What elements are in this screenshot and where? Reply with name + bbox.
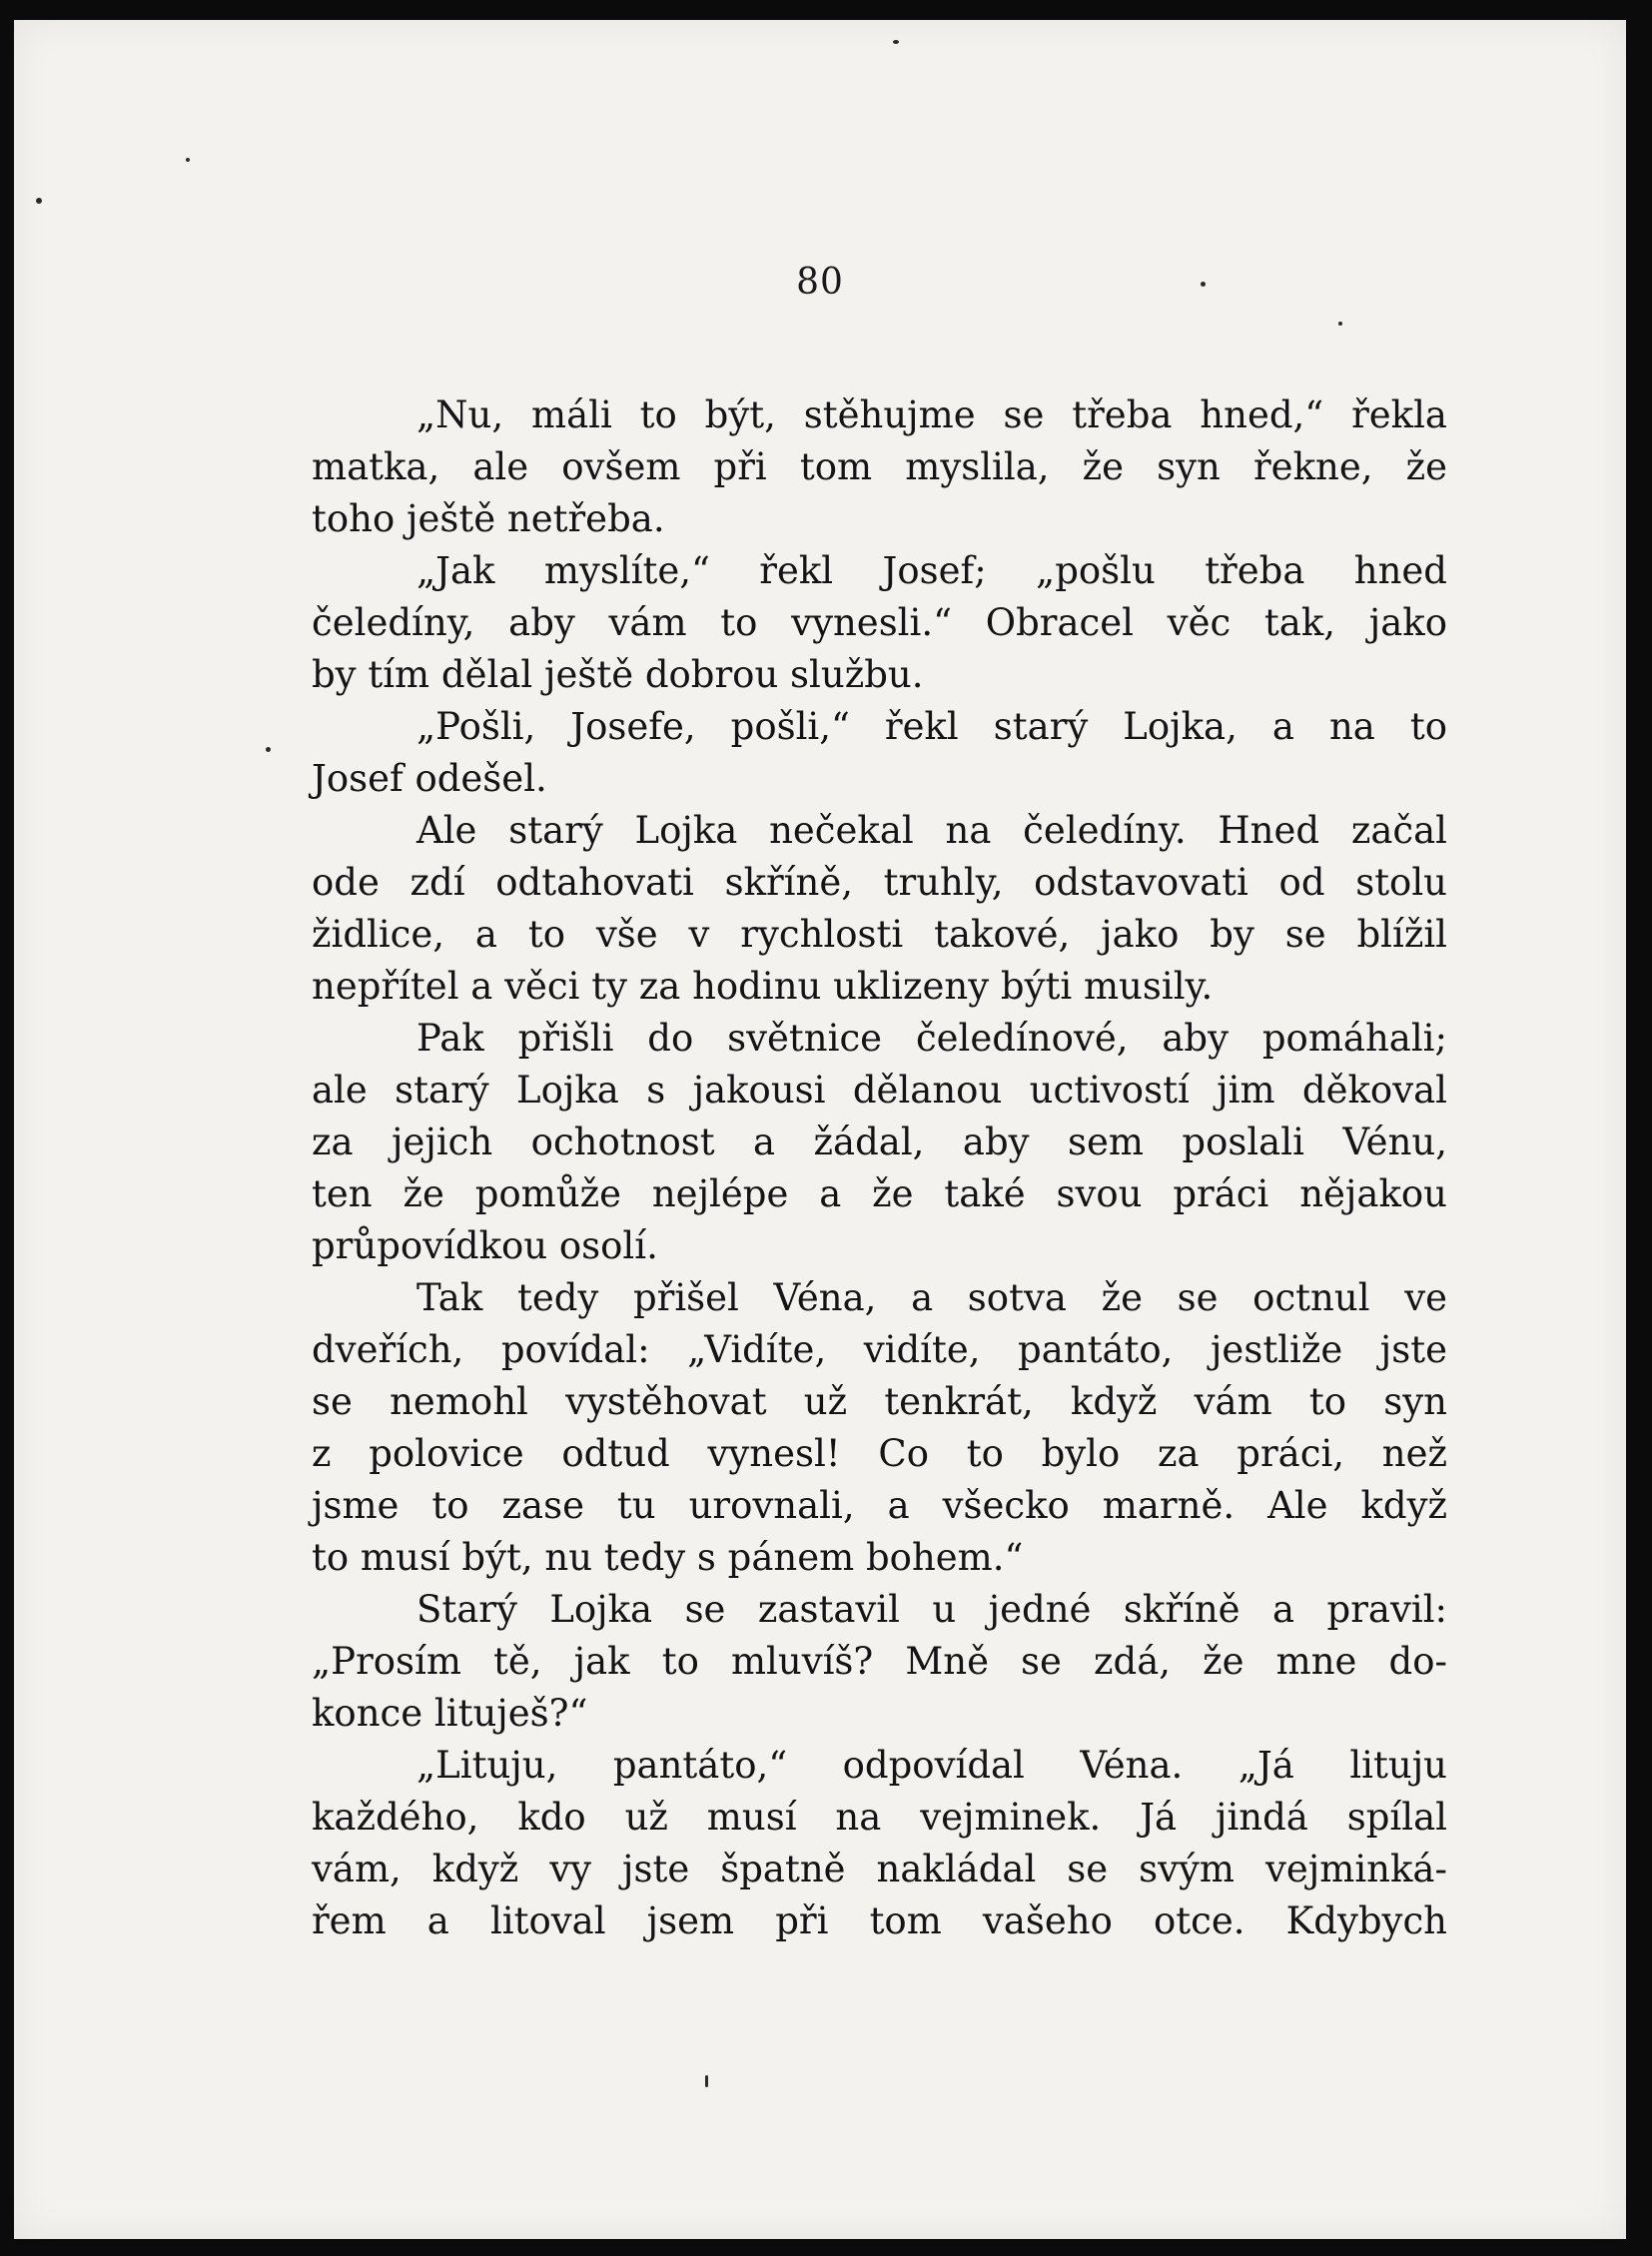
text-line: čeledíny, aby vám to vynesli.“ Obracel věc tak, jako (312, 601, 1447, 644)
book-page (14, 20, 1626, 2239)
text-line: řem a litoval jsem při tom vašeho otce. Kdybych (312, 1899, 1447, 1942)
text-line: ale starý Lojka s jakousi dělanou uctivostí jim děkoval (312, 1069, 1447, 1112)
page-number: 80 (796, 262, 844, 303)
text-line: se nemohl vystěhovat už tenkrát, když vám to syn (312, 1380, 1447, 1423)
text-line: Ale starý Lojka nečekal na čeledíny. Hned začal (416, 809, 1447, 852)
text-line: vám, když vy jste špatně nakládal se svým vejminká- (312, 1848, 1447, 1890)
dust-speck (705, 2075, 708, 2087)
text-line: by tím dělal ještě dobrou službu. (312, 653, 924, 696)
text-line: Starý Lojka se zastavil u jedné skříně a pravil: (416, 1588, 1447, 1631)
text-line: „Pošli, Josefe, pošli,“ řekl starý Lojka, a na to (416, 705, 1447, 748)
text-line: konce lituješ?“ (312, 1692, 588, 1735)
text-line: dveřích, povídal: „Vidíte, vidíte, pantáto, jestliže jste (312, 1328, 1447, 1371)
body-text (312, 389, 1447, 1947)
text-line: „Nu, máli to být, stěhujme se třeba hned,“ řekla (416, 393, 1447, 436)
text-line: „Prosím tě, jak to mluvíš? Mně se zdá, že mne do- (312, 1640, 1447, 1683)
dust-speck (36, 198, 42, 204)
text-line: každého, kdo už musí na vejminek. Já jindá spílal (312, 1796, 1447, 1839)
text-line: matka, ale ovšem při tom myslila, že syn řekne, že (312, 445, 1447, 488)
text-line: Josef odešel. (312, 757, 547, 800)
text-line: nepřítel a věci ty za hodinu uklizeny býti musily. (312, 965, 1214, 1008)
text-line: Tak tedy přišel Véna, a sotva že se octnul ve (416, 1276, 1447, 1319)
text-line: průpovídkou osolí. (312, 1224, 658, 1267)
dust-speck (266, 747, 271, 752)
text-line: z polovice odtud vynesl! Co to bylo za práci, než (312, 1432, 1447, 1475)
text-line: „Lituju, pantáto,“ odpovídal Véna. „Já lituju (416, 1744, 1447, 1787)
text-line: toho ještě netřeba. (312, 497, 665, 540)
dust-speck (893, 40, 899, 44)
text-line: ode zdí odtahovati skříně, truhly, odstavovati od stolu (312, 861, 1447, 904)
text-line: jsme to zase tu urovnali, a všecko marně. Ale když (312, 1484, 1447, 1527)
dust-speck (186, 158, 190, 162)
text-line: to musí být, nu tedy s pánem bohem.“ (312, 1536, 1024, 1579)
text-line: za jejich ochotnost a žádal, aby sem poslali Vénu, (312, 1121, 1447, 1163)
dust-speck (1338, 322, 1342, 326)
text-line: Pak přišli do světnice čeledínové, aby pomáhali; (416, 1017, 1447, 1060)
text-line: „Jak myslíte,“ řekl Josef; „pošlu třeba hned (416, 549, 1447, 592)
text-line: židlice, a to vše v rychlosti takové, jako by se blížil (312, 913, 1447, 956)
text-line: ten že pomůže nejlépe a že také svou práci nějakou (312, 1172, 1447, 1215)
